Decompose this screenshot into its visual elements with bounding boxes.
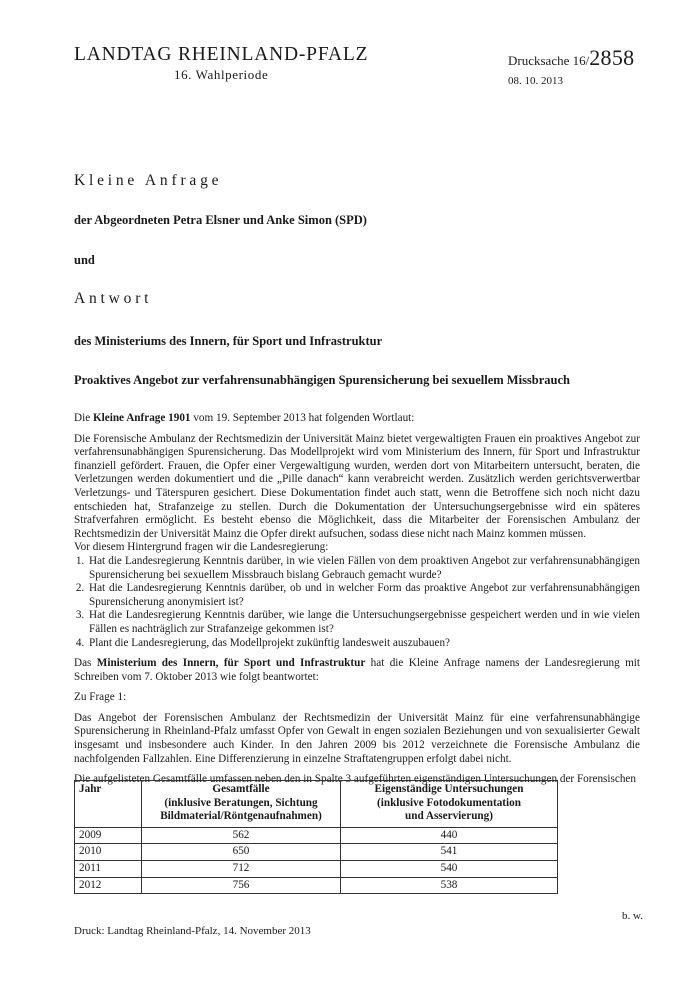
questions-lead: Vor diesem Hintergrund fragen wir die Landesregierung: [74, 541, 329, 554]
table-row [75, 860, 558, 877]
table-row [75, 844, 558, 861]
question-item: 4. Plant die Landesregierung, das Modellprojekt zukünftig landesweit auszubauen? [87, 637, 640, 651]
intro-paragraph [74, 412, 640, 426]
answer-intro-bold: Ministerium des Innern, für Sport und Infrastruktur [96, 657, 366, 670]
intro-post: vom 19. September 2013 hat folgenden Wortlaut: [190, 412, 415, 424]
drucksache-block [508, 46, 634, 87]
drucksache-label: Drucksache 16/ [508, 53, 590, 68]
zu-frage-1: Zu Frage 1: [74, 691, 127, 704]
col-own-line: und Asservierung) [405, 810, 493, 823]
document-header [74, 44, 368, 83]
institution-name: LANDTAG RHEINLAND-PFALZ [74, 44, 369, 65]
intro-bold: Kleine Anfrage 1901 [92, 412, 191, 424]
col-header-total [142, 781, 341, 828]
answer-intro-post: hat die Kleine Anfrage namens der Landesregierung mit Schreiben vom 7. Oktober 2013 wie folgt beantwortet: [74, 657, 640, 683]
drucksache-date: 08. 10. 2013 [508, 75, 563, 87]
answer-paragraph-2: Die aufgelisteten Gesamtfälle umfassen neben den in Spalte 3 aufgeführten eigenständigen Untersuchungen der Forensischen [74, 773, 636, 786]
legislative-period: 16. Wahlperiode [173, 67, 269, 82]
cell-year: 2011 [75, 860, 142, 877]
title-antwort: Antwort [74, 290, 153, 307]
question-item: 2. Hat die Landesregierung Kenntnis darüber, ob und in welcher Form das proaktive Angebot zur verfahrensunabhängigen Spurensicherung anonymisiert ist? [87, 582, 640, 609]
col-header-year: Jahr [75, 781, 142, 828]
title-kleine-anfrage: Kleine Anfrage [74, 172, 223, 189]
case-table [74, 780, 558, 894]
question-text: Die Forensische Ambulanz der Rechtsmedizin der Universität Mainz bietet vergewaltigten Frauen ein proaktives Angebot zur verfahrensunabhängigen Spurensicherung. Das Modellprojekt wird vom Ministerium des Innern, für Sport und Infrastruktur finanziell gefördert. Frauen, die Opfer einer Vergewaltigung wurden, werden dort von Mitarbeitern untersucht, beraten, die Verletzungen werden dokumentiert und die „Pille danach“ kann verabreicht werden. Zusätzlich werden gerichtsverwertbar Verletzungs- und Täterspuren gesichert. Diese Dokumentation findet auch statt, wenn die Betroffene sich noch nicht dazu entschieden hat, Strafanzeige zu stellen. Durch die Dokumentation der Untersuchungsergebnisse wird ein späteres Strafverfahren ermöglicht. Es besteht ebenso die Möglichkeit, dass die Mitarbeiter der Forensischen Ambulanz der Rechtsmedizin der Universität Mainz die Opfer direkt aufsuchen, sodass diese nicht nach Mainz kommen müssen. [74, 432, 640, 540]
questions-list [74, 555, 640, 650]
question-item: 1. Hat die Landesregierung Kenntnis darüber, in wie vielen Fällen von dem proaktiven Angebot zur verfahrensunabhängigen Spurensicherung bei sexuellem Missbrauch bislang Gebrauch gemacht wurde? [87, 555, 640, 582]
col-own-line: (inklusive Fotodokumentation [377, 796, 521, 809]
answer-intro-pre: Das [74, 657, 97, 670]
answer-intro [74, 657, 640, 684]
ministry-line: des Ministeriums des Innern, für Sport und Infrastruktur [74, 334, 383, 348]
cell-total: 650 [142, 844, 341, 861]
table-header-row [75, 781, 558, 828]
cell-own: 538 [341, 877, 558, 894]
cell-own: 440 [341, 827, 558, 844]
table-row [75, 877, 558, 894]
und-line: und [74, 253, 95, 267]
cell-own: 540 [341, 860, 558, 877]
cell-year: 2012 [75, 877, 142, 894]
drucksache-number: 2858 [589, 45, 635, 70]
col-total-line: Bildmaterial/Röntgenaufnahmen) [160, 810, 322, 823]
continued-note: b. w. [622, 910, 643, 922]
cell-year: 2010 [75, 844, 142, 861]
col-total-line: (inklusive Beratungen, Sichtung [164, 796, 318, 809]
subject-line: Proaktives Angebot zur verfahrensunabhängigen Spurensicherung bei sexuellem Missbrauch [74, 373, 570, 387]
document-body [74, 412, 640, 787]
col-total-line: Gesamtfälle [212, 783, 270, 795]
cell-total: 562 [142, 827, 341, 844]
cell-total: 712 [142, 860, 341, 877]
intro-pre: Die [74, 412, 93, 424]
authors-line: der Abgeordneten Petra Elsner und Anke Simon (SPD) [74, 213, 367, 227]
answer-paragraph-1: Das Angebot der Forensischen Ambulanz der Rechtsmedizin der Universität Mainz für eine verfahrensunabhängige Spurensicherung in Rheinland-Pfalz umfasst Opfer von Gewalt in engen sozialen Beziehungen und von sexualisierter Gewalt insgesamt und insbesondere auch Kinder. In den Jahren 2009 bis 2012 verzeichnete die Forensische Ambulanz die nachfolgenden Fallzahlen. Eine Differenzierung in einzelne Straftatengruppen erfolgt dabei nicht. [74, 711, 640, 765]
col-own-line: Eigenständige Untersuchungen [374, 783, 524, 795]
table-row [75, 827, 558, 844]
col-header-own [341, 781, 558, 828]
print-footer: Druck: Landtag Rheinland-Pfalz, 14. November 2013 [74, 925, 311, 937]
question-item: 3. Hat die Landesregierung Kenntnis darüber, wie lange die Untersuchungsergebnisse gespeichert werden und in wie vielen Fällen es nachträglich zur Strafanzeige gekommen ist? [87, 609, 640, 636]
cell-own: 541 [341, 844, 558, 861]
cell-total: 756 [142, 877, 341, 894]
cell-year: 2009 [75, 827, 142, 844]
